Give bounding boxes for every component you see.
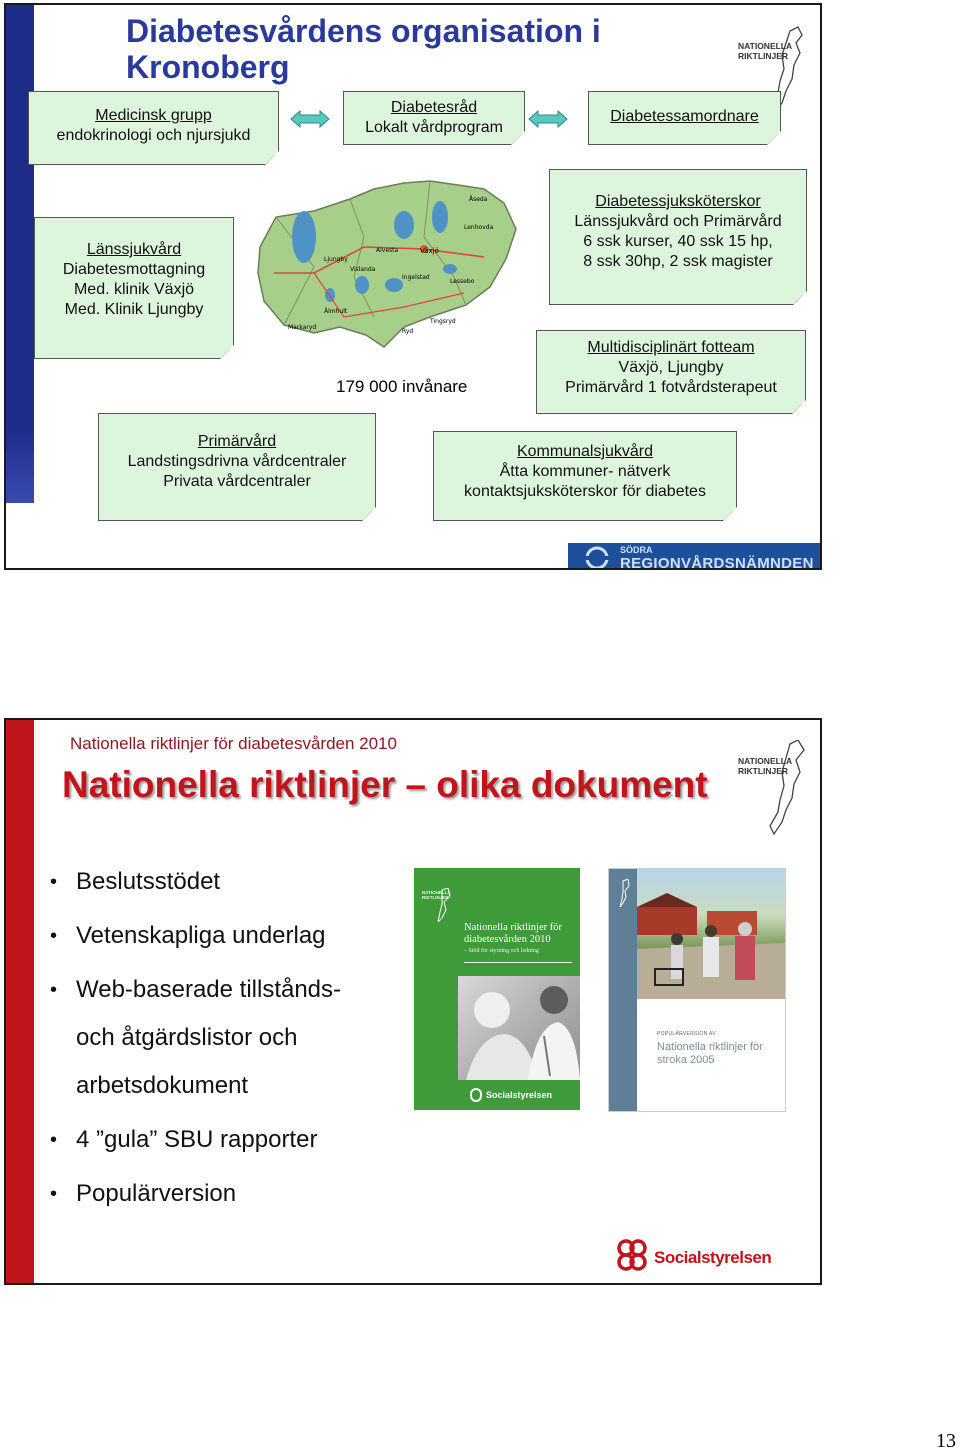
map-town-label: Ljungby <box>324 256 348 263</box>
book-photo <box>637 869 785 999</box>
map-town-label: Älmhult <box>324 308 348 315</box>
bullet-item: • Vetenskapliga underlag <box>50 912 370 960</box>
box-head: Diabetessjuksköterskor <box>595 193 761 210</box>
bullet-list <box>50 858 370 1218</box>
logo-line1: SÖDRA <box>620 545 653 555</box>
box-line: 8 ssk 30hp, 2 ssk magister <box>583 253 773 270</box>
slide-nationella-riktlinjer <box>4 718 822 1285</box>
map-town-label: Lessebo <box>450 278 475 285</box>
box-medicinsk-grupp <box>28 91 279 165</box>
box-head: Medicinsk grupp <box>95 107 212 124</box>
box-fotteam <box>536 330 806 414</box>
logo-text: NATIONELLA RIKTLINJER <box>738 756 792 776</box>
box-diabetesrad <box>343 91 525 145</box>
logo-text: Socialstyrelsen <box>654 1248 772 1267</box>
sodra-regionvardsnamnden-logo <box>568 543 822 570</box>
box-head: Primärvård <box>197 433 277 450</box>
box-head: Kommunalsjukvård <box>516 443 654 460</box>
map-town-label: Växjö <box>420 247 439 255</box>
box-line: Diabetesmottagning <box>62 261 206 278</box>
box-line: Primärvård 1 fotvårdsterapeut <box>565 379 777 396</box>
book-brand: NATIONELLA RIKTLINJER <box>422 890 451 900</box>
slide-subtitle: Nationella riktlinjer för diabetesvården 2010 <box>70 734 397 753</box>
population-label: 179 000 invånare <box>336 377 468 396</box>
bullet-item: • Beslutsstödet <box>50 858 370 906</box>
book-kicker: POPULÄRVERSION AV <box>657 1031 716 1037</box>
box-line: Landstingsdrivna vårdcentraler <box>127 453 347 470</box>
map-town-label: Ingelstad <box>402 274 430 281</box>
logo-line2: REGIONVÅRDSNÄMNDEN <box>620 555 814 570</box>
book-cover-diabetes-2010 <box>414 868 580 1110</box>
logo-text: NATIONELLA RIKTLINJER <box>738 41 792 61</box>
slide-title: Diabetesvårdens organisation i Kronoberg <box>126 13 601 85</box>
book-cover-stroke-2005 <box>608 868 786 1112</box>
bullet-item: • Web-baserade tillstånds- och åtgärdslistor och arbetsdokument <box>50 966 370 1110</box>
box-lanssjukvard <box>34 217 234 359</box>
map-town-label: Tingsryd <box>430 318 456 325</box>
box-line: Åtta kommuner- nätverk <box>499 463 671 480</box>
box-line: Växjö, Ljungby <box>618 359 724 376</box>
map-town-label: Åseda <box>469 196 488 203</box>
riktlinjer-mark-icon <box>611 879 633 907</box>
box-line: Lokalt vårdprogram <box>365 119 503 136</box>
map-town-label: Alvesta <box>376 247 399 254</box>
slide-sidebar <box>6 720 34 1283</box>
bullet-item: • 4 ”gula” SBU rapporter <box>50 1116 370 1164</box>
box-primarvard <box>98 413 376 521</box>
socialstyrelsen-mark-icon <box>470 1088 482 1102</box>
nationella-riktlinjer-logo <box>738 740 818 830</box>
bullet-item: • Populärversion <box>50 1170 370 1218</box>
kronoberg-map <box>254 177 524 352</box>
box-diabetessamordnare <box>588 91 781 145</box>
box-head: Länssjukvård <box>86 241 182 258</box>
slide-organisation <box>4 3 822 570</box>
book-subtitle: – Stöd för styrning och ledning <box>464 948 539 954</box>
box-diabetessjukskoterskor <box>549 169 807 305</box>
book-title: Nationella riktlinjer för stroka 2005 <box>657 1041 763 1066</box>
box-head: Diabetessamordnare <box>610 108 759 125</box>
map-town-label: Lenhovda <box>464 224 494 231</box>
slide-title: Nationella riktlinjer – olika dokument <box>62 764 708 805</box>
box-kommunalsjukvard <box>433 431 737 521</box>
box-line: endokrinologi och njursjukd <box>56 127 251 144</box>
box-line: 6 ssk kurser, 40 ssk 15 hp, <box>583 233 773 250</box>
book-photo <box>458 976 580 1080</box>
box-line: Med. Klinik Ljungby <box>64 301 204 318</box>
box-head: Multidisciplinärt fotteam <box>587 339 755 356</box>
map-town-label: Markaryd <box>288 324 317 331</box>
double-arrow-icon <box>290 110 330 128</box>
box-line: Med. klinik Växjö <box>73 281 195 298</box>
book-title: Nationella riktlinjer för diabetesvården 2010 <box>464 922 562 945</box>
box-line: kontaktsjuksköterskor för diabetes <box>464 483 706 500</box>
box-head: Diabetesråd <box>390 99 478 116</box>
map-town-label: Ryd <box>402 328 414 335</box>
double-arrow-icon <box>528 110 568 128</box>
slide-sidebar <box>6 5 34 503</box>
book-publisher: Socialstyrelsen <box>486 1090 553 1100</box>
box-line: Länssjukvård och Primärvård <box>574 213 782 230</box>
page-number: 13 <box>936 1430 956 1452</box>
map-town-label: Vislanda <box>350 266 376 273</box>
socialstyrelsen-logo <box>612 1236 782 1276</box>
box-line: Privata vårdcentraler <box>163 473 311 490</box>
